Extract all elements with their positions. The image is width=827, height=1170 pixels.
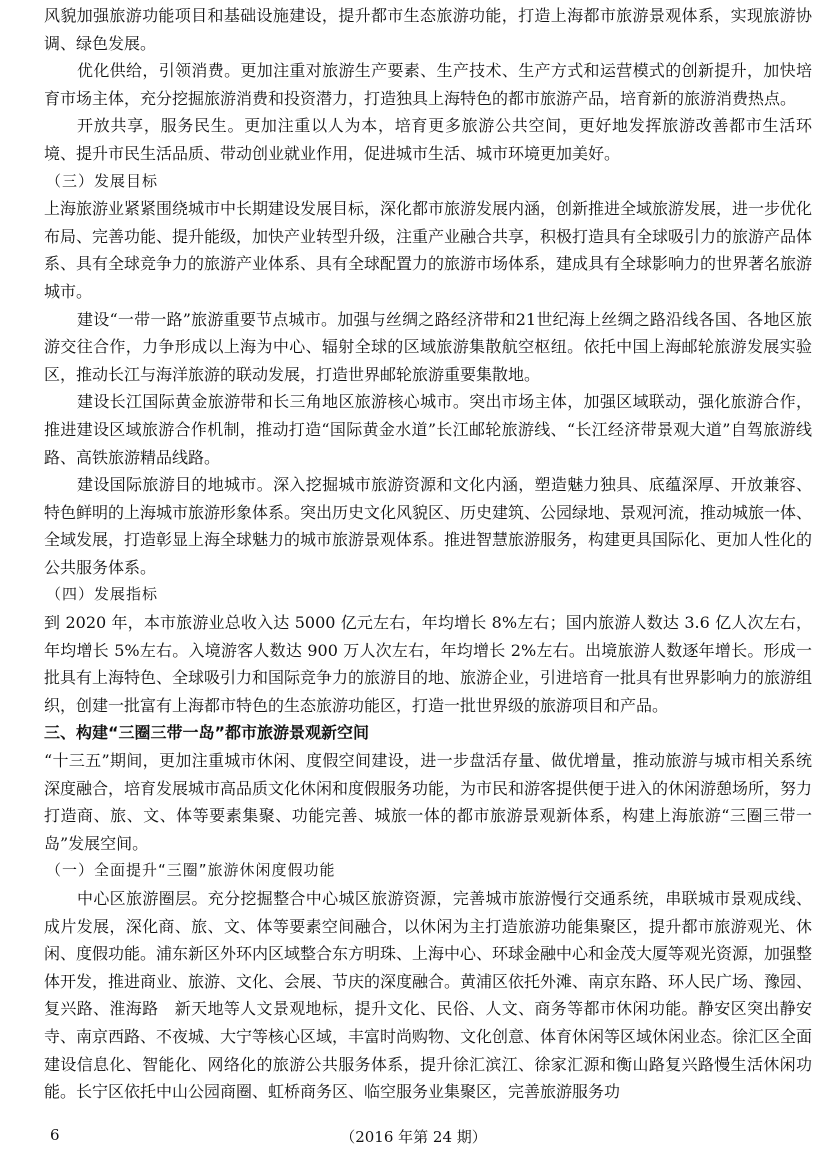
subsection-heading: （一）全面提升“三圈”旅游休闲度假功能	[46, 861, 336, 880]
paragraph: 建设国际旅游目的地城市。深入挖掘城市旅游资源和文化内涵，塑造魅力独具、底蕴深厚、开放兼容、特色鲜明的上海城市旅游形象体系。突出历史文化风貌区、历史建筑、公园绿地、景观河流，推动城旅一体、全域发展，打造彰显上海全球魅力的城市旅游景观体系。推进智慧旅游服务，构建更具国际化、更加人性化的公共服务体系。	[44, 475, 813, 577]
paragraph-continuation: 风貌加强旅游功能项目和基础设施建设，提升都市生态旅游功能，打造上海都市旅游景观体系，实现旅游协调、绿色发展。	[44, 6, 812, 53]
paragraph: 中心区旅游圈层。充分挖掘整合中心城区旅游资源，完善城市旅游慢行交通系统，串联城市景观成线、成片发展，深化商、旅、文、体等要素空间融合，以休闲为主打造旅游功能集聚区，提升都市旅游观光、休闲、度假功能。浦东新区外环内区域整合东方明珠、上海中心、环球金融中心和金茂大厦等观光资源，加强整体开发，推进商业、旅游、文化、会展、节庆的深度融合。黄浦区依托外滩、南京东路、环人民广场、豫园、复兴路、淮海路 新天地等人文景观地标，提升文化、民俗、人文、商务等都市休闲功能。静安区突出静安寺、南京西路、不夜城、大宁等核心区域，丰富时尚购物、文化创意、体育休闲等区域休闲业态。徐汇区全面建设信息化、智能化、网络化的旅游公共服务体系，提升徐汇滨江、徐家汇源和衡山路复兴路慢生活休闲功能。长宁区依托中山公园商圈、虹桥商务区、临空服务业集聚区，完善旅游服务功	[44, 889, 813, 1102]
subsection-heading: （三）发展目标	[46, 171, 159, 190]
paragraph: “十三五”期间，更加注重城市休闲、度假空间建设，进一步盘活存量、做优增量，推动旅游与城市相关系统深度融合，培育发展城市高品质文化休闲和度假服务功能，为市民和游客提供便于进入的休闲游憩场所，努力打造商、旅、文、体等要素集聚、功能完善、城旅一体的都市旅游景观新体系，构建上海旅游“三圈三带一岛”发展空间。	[44, 751, 813, 853]
subsection-heading: （四）发展指标	[46, 585, 159, 604]
paragraph: 优化供给，引领消费。更加注重对旅游生产要素、生产技术、生产方式和运营模式的创新提升，加快培育市场主体，充分挖掘旅游消费和投资潜力，打造独具上海特色的都市旅游产品，培育新的旅游消费热点。	[44, 61, 812, 108]
paragraph: 开放共享，服务民生。更加注重以人为本，培育更多旅游公共空间，更好地发挥旅游改善都市生活环境、提升市民生活品质、带动创业就业作用，促进城市生活、城市环境更加美好。	[44, 116, 812, 163]
paragraph: 建设“一带一路”旅游重要节点城市。加强与丝绸之路经济带和21世纪海上丝绸之路沿线各国、各地区旅游交往合作，力争形成以上海为中心、辐射全球的区域旅游集散航空枢纽。依托中国上海邮轮旅游发展实验区，推动长江与海洋旅游的联动发展，打造世界邮轮旅游重要集散地。	[44, 309, 812, 384]
document-body	[44, 2, 812, 1106]
issue-label: （2016 年第 24 期）	[340, 1128, 487, 1146]
paragraph: 上海旅游业紧紧围绕城市中长期建设发展目标，深化都市旅游发展内涵，创新推进全域旅游发展，进一步优化布局、完善功能、提升能级，加快产业转型升级，注重产业融合共享，积极打造具有全球吸引力的旅游产品体系、具有全球竞争力的旅游产业体系、具有全球配置力的旅游市场体系，建成具有全球影响力的世界著名旅游城市。	[44, 199, 813, 301]
paragraph: 建设长江国际黄金旅游带和长三角地区旅游核心城市。突出市场主体，加强区域联动，强化旅游合作，推进建设区域旅游合作机制，推动打造“国际黄金水道”长江邮轮旅游线、“长江经济带景观大道”自驾旅游线路、高铁旅游精品线路。	[44, 392, 812, 467]
paragraph: 到 2020 年，本市旅游业总收入达 5000 亿元左右，年均增长 8%左右；国内旅游人数达 3.6 亿人次左右，年均增长 5%左右。入境游客人数达 900 万人次左右，年均增长 2%左右。出境旅游人数逐年增长。形成一批具有上海特色、全球吸引力和国际竞争力的旅游目的地、旅游企业，引进培育一批具有世界影响力的旅游组织，创建一批富有上海都市特色的生态旅游功能区，打造一批世界级的旅游项目和产品。	[44, 613, 813, 715]
page-number: 6	[50, 1126, 60, 1144]
section-heading: 三、构建“三圈三带一岛”都市旅游景观新空间	[44, 723, 370, 743]
